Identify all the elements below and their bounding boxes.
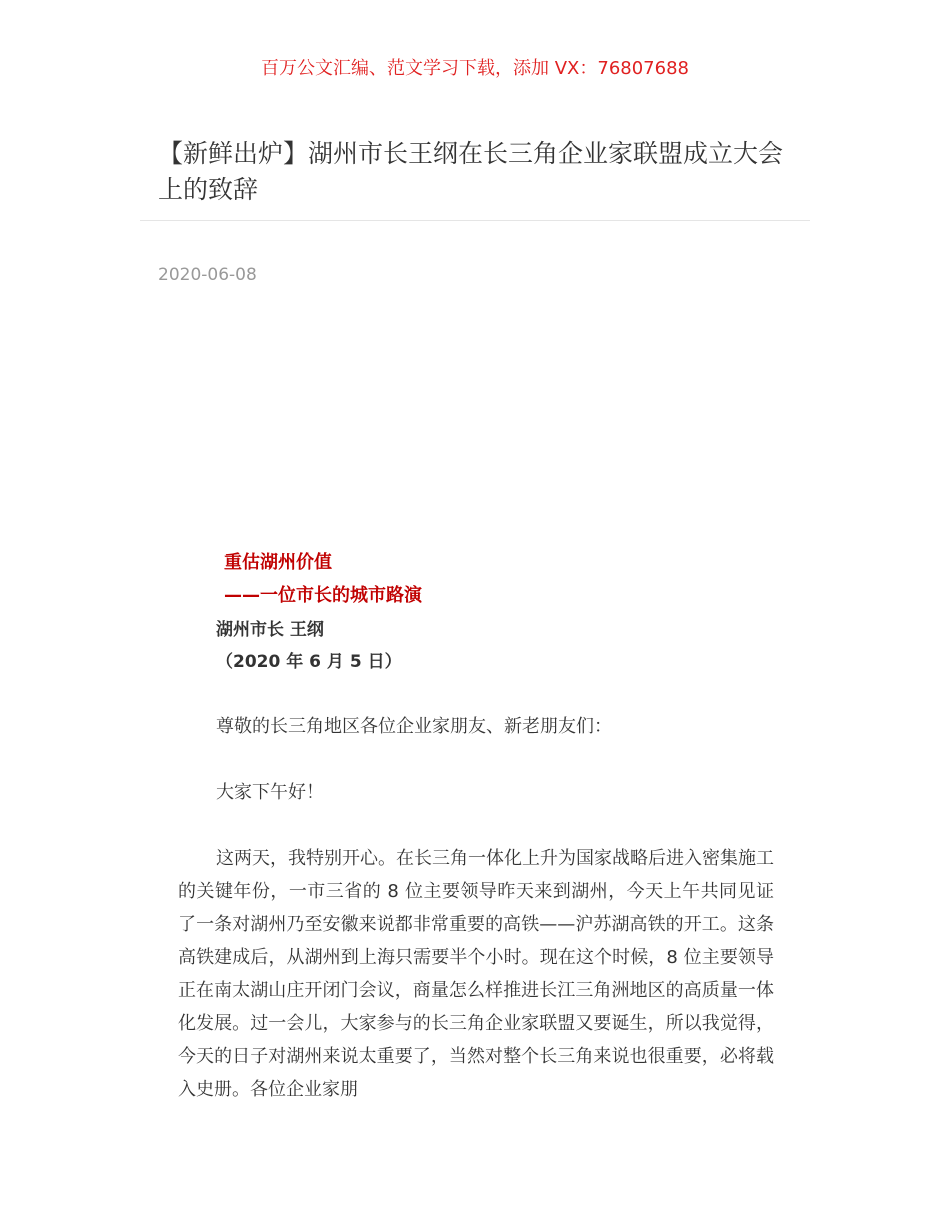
speaker-name: 湖州市长 王纲 (216, 620, 324, 640)
publish-date: 2020-06-08 (158, 265, 257, 285)
greeting-paragraph: 大家下午好！ (216, 782, 324, 803)
speech-date: （2020 年 6 月 5 日） (216, 652, 402, 672)
promo-banner: 百万公文汇编、范文学习下载，添加 VX：76807688 (261, 58, 689, 79)
speech-subtitle-line2: ——一位市长的城市路演 (224, 585, 422, 606)
speech-subtitle-line1: 重估湖州价值 (224, 552, 332, 573)
title-divider (140, 220, 810, 221)
salutation-paragraph: 尊敬的长三角地区各位企业家朋友、新老朋友们： (216, 716, 612, 737)
body-paragraph: 这两天，我特别开心。在长三角一体化上升为国家战略后进入密集施工的关键年份，一市三省的 8 位主要领导昨天来到湖州，今天上午共同见证了一条对湖州乃至安徽来说都非常重要的高铁——沪苏湖高铁的开工。这条高铁建成后，从湖州到上海只需要半个小时。现在这个时候，8 位主要领导正在南太湖山庄开闭门会议，商量怎么样推进长江三角洲地区的高质量一体化发展。过一会儿，大家参与的长三角企业家联盟又要诞生，所以我觉得，今天的日子对湖州来说太重要了，当然对整个长三角来说也很重要，必将载入史册。各位企业家朋 (178, 848, 774, 1100)
article-title: 【新鲜出炉】湖州市长王纲在长三角企业家联盟成立大会上的致辞 (158, 139, 784, 204)
